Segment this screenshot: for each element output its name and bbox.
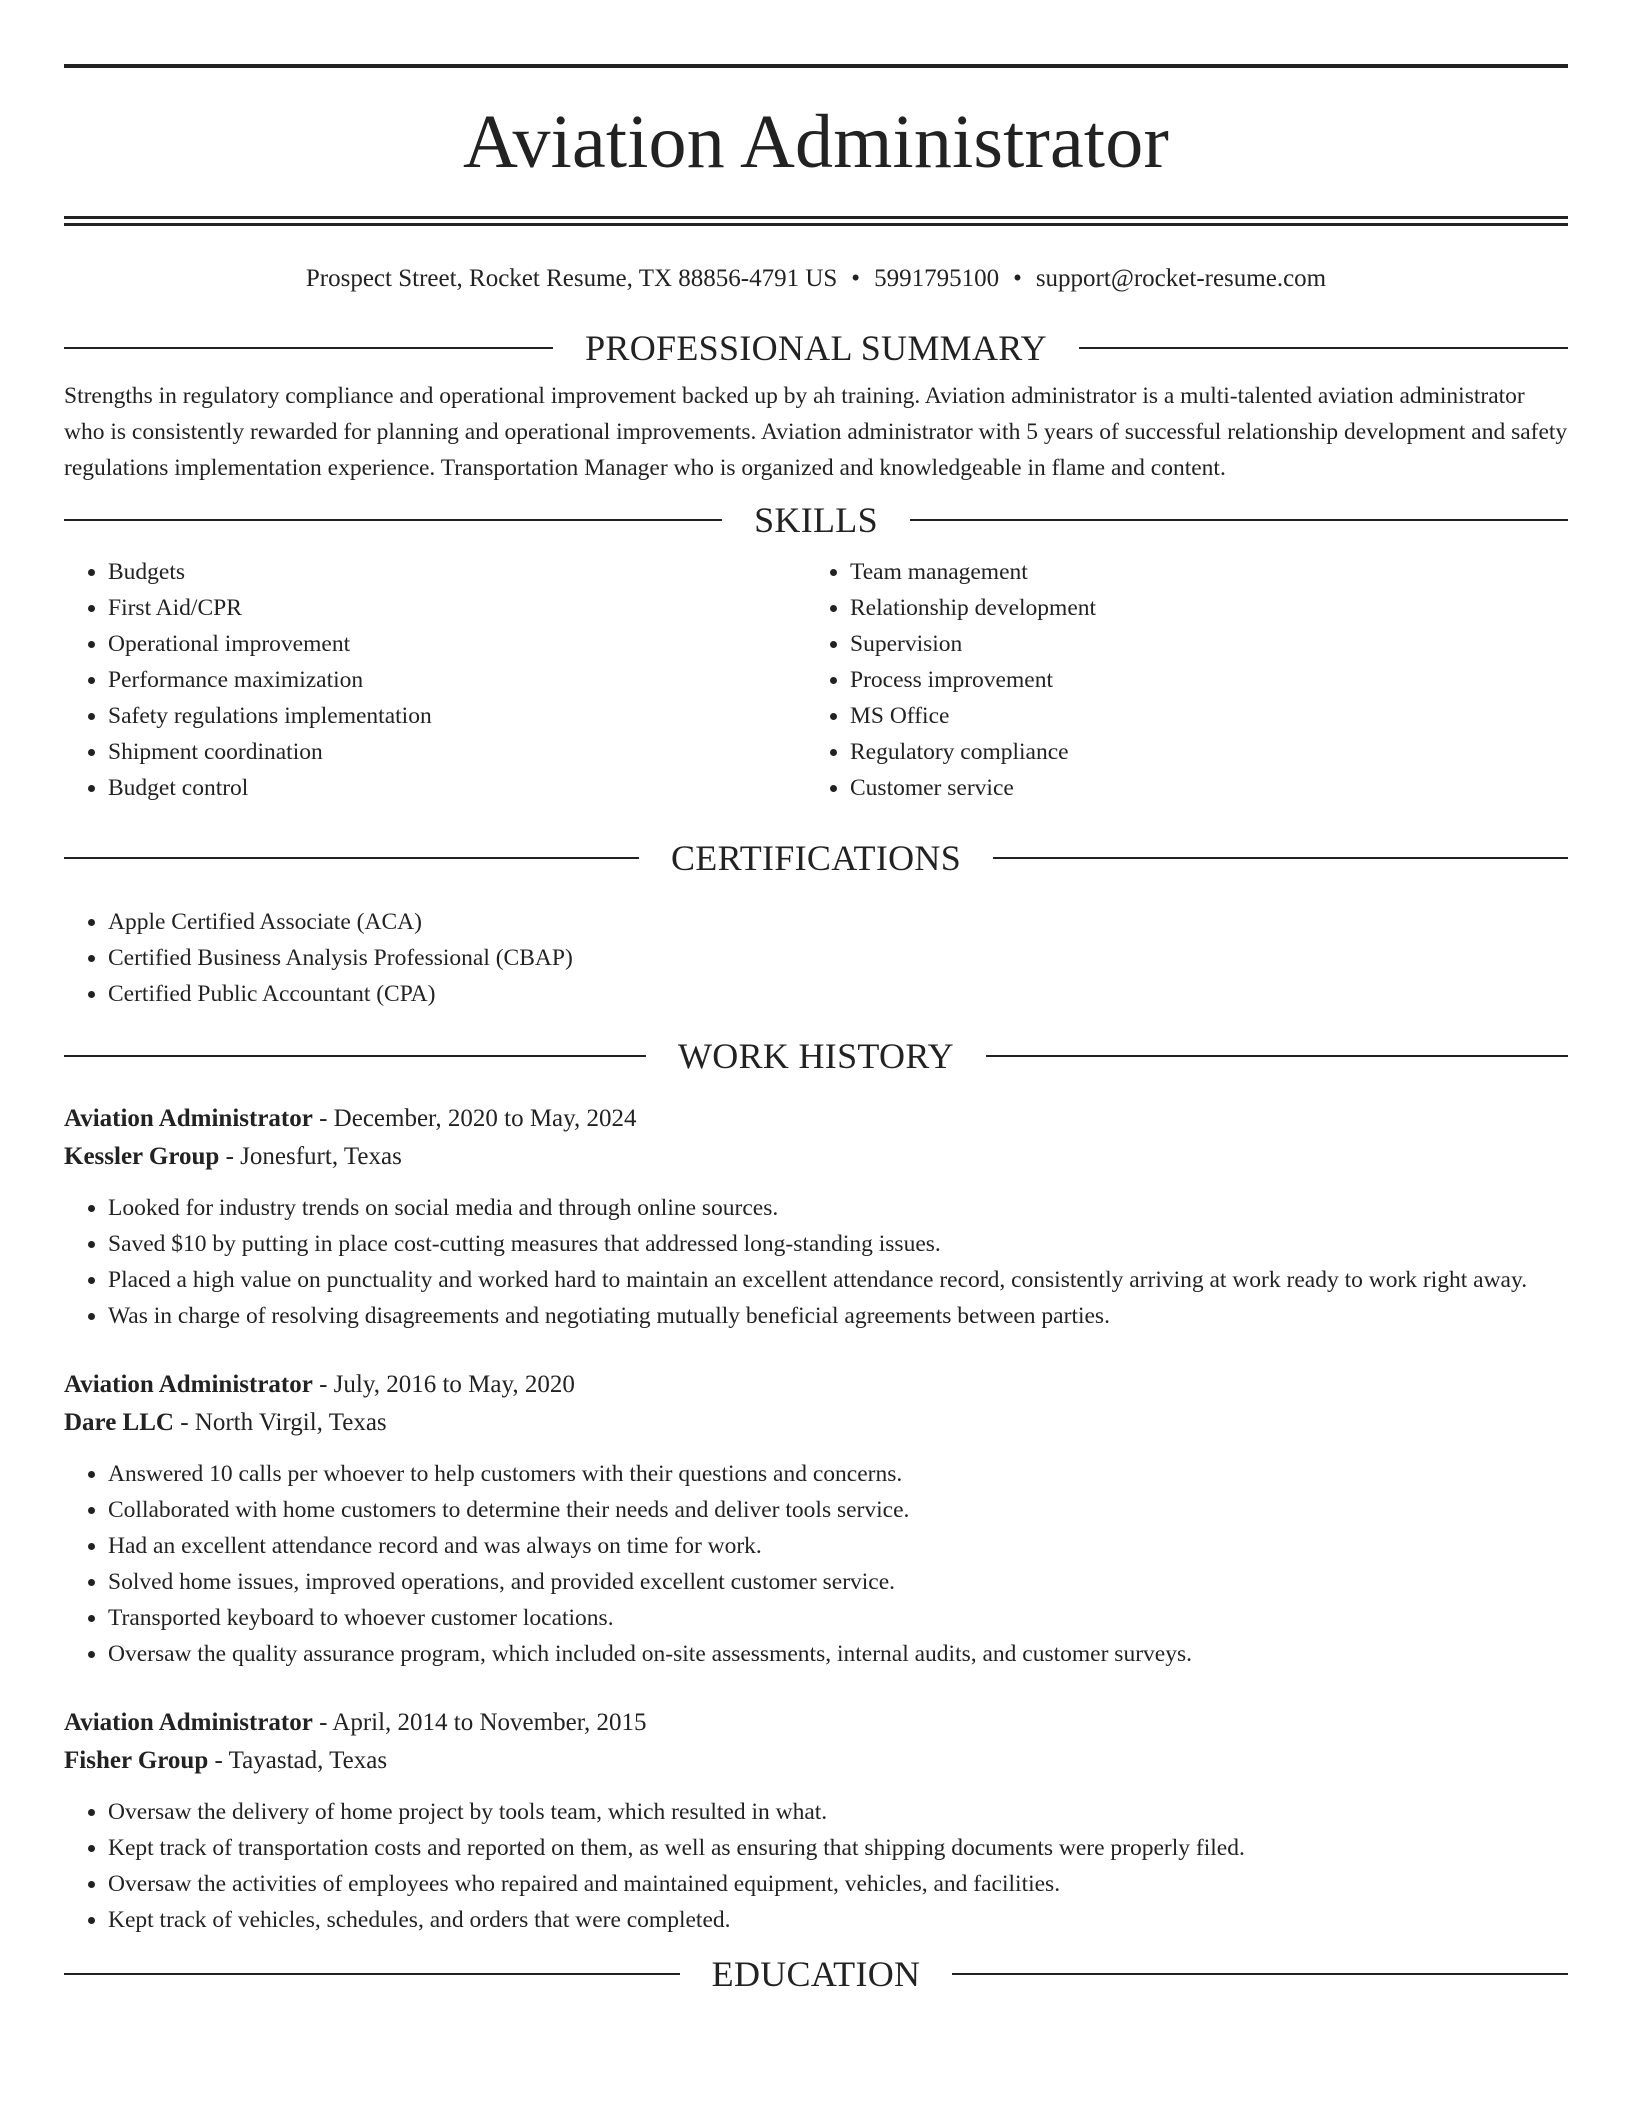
skill-item: • Team management — [850, 554, 1548, 590]
skill-item: • Regulatory compliance — [850, 734, 1548, 770]
job-bullet: • Solved home issues, improved operations, and provided excellent customer service. — [108, 1564, 1568, 1600]
contact-separator: • — [1013, 265, 1022, 292]
job-bullet: • Transported keyboard to whoever customer locations. — [108, 1600, 1568, 1636]
job-bullet: • Was in charge of resolving disagreements and negotiating mutually beneficial agreements between parties. — [108, 1298, 1568, 1334]
heading-rule — [910, 519, 1568, 521]
job-bullet: • Oversaw the activities of employees who repaired and maintained equipment, vehicles, and facilities. — [108, 1866, 1568, 1902]
summary-heading-label: PROFESSIONAL SUMMARY — [585, 328, 1047, 368]
heading-rule — [993, 857, 1568, 859]
job-location: - Jonesfurt, Texas — [219, 1143, 402, 1170]
resume-page — [64, 64, 1568, 1994]
job-location: - North Virgil, Texas — [173, 1409, 387, 1436]
job-title: Aviation Administrator — [64, 1371, 313, 1398]
certification-item: • Certified Business Analysis Professional (CBAP) — [108, 940, 1568, 976]
skill-item: • Shipment coordination — [108, 734, 806, 770]
contact-line — [64, 264, 1568, 294]
heading-rule — [986, 1055, 1568, 1057]
job-location: - Tayastad, Texas — [208, 1747, 388, 1774]
job-bullet: • Oversaw the delivery of home project by tools team, which resulted in what. — [108, 1794, 1568, 1830]
heading-rule — [64, 857, 639, 859]
skill-item: • MS Office — [850, 698, 1548, 734]
job-bullets — [64, 1456, 1568, 1672]
skill-item: • Safety regulations implementation — [108, 698, 806, 734]
job-entry — [64, 1366, 1568, 1672]
job-company-line — [64, 1404, 1568, 1442]
job-bullet: • Kept track of vehicles, schedules, and orders that were completed. — [108, 1902, 1568, 1938]
email: support@rocket-resume.com — [1035, 265, 1327, 292]
certification-item: • Certified Public Accountant (CPA) — [108, 976, 1568, 1012]
job-bullet: • Kept track of transportation costs and reported on them, as well as ensuring that shipping documents were properly filed. — [108, 1830, 1568, 1866]
skill-item: • Relationship development — [850, 590, 1548, 626]
job-title-line — [64, 1366, 1568, 1404]
job-company: Dare LLC — [64, 1409, 174, 1436]
summary-text: Strengths in regulatory compliance and operational improvement backed up by ah training. Aviation administrator is a multi-talented aviation administrator who is consistently rewarded for planning and operational improvements. Aviation administrator with 5 years of successful relationship development and safety regulations implementation experience. Transportation Manager who is organized and knowledgeable in flame and content. — [64, 383, 1568, 481]
certification-item: • Apple Certified Associate (ACA) — [108, 904, 1568, 940]
heading-rule — [1079, 347, 1568, 349]
skill-item: • Budgets — [108, 554, 806, 590]
certifications-list — [64, 904, 1568, 1012]
job-bullet: • Oversaw the quality assurance program, which included on-site assessments, internal audits, and customer surveys. — [108, 1636, 1568, 1672]
job-company-line — [64, 1138, 1568, 1176]
job-company-line — [64, 1742, 1568, 1780]
job-bullet: • Answered 10 calls per whoever to help customers with their questions and concerns. — [108, 1456, 1568, 1492]
heading-rule — [64, 519, 722, 521]
job-entry — [64, 1704, 1568, 1938]
skills-column-left — [64, 554, 806, 806]
skill-item: • Budget control — [108, 770, 806, 806]
skill-item: • Customer service — [850, 770, 1548, 806]
skill-item: • Performance maximization — [108, 662, 806, 698]
contact-separator: • — [851, 265, 861, 292]
skills-heading-label: SKILLS — [754, 500, 878, 540]
skills-column-right — [806, 554, 1548, 806]
top-rule — [64, 64, 1568, 68]
double-rule — [64, 216, 1568, 226]
job-dates: - December, 2020 to May, 2024 — [312, 1105, 637, 1132]
heading-rule — [64, 1973, 680, 1975]
education-heading-label: EDUCATION — [711, 1954, 921, 1994]
education-heading — [64, 1954, 1568, 1994]
job-bullet: • Had an excellent attendance record and was always on time for work. — [108, 1528, 1568, 1564]
certifications-heading — [64, 838, 1568, 878]
job-title: Aviation Administrator — [64, 1709, 313, 1736]
phone: 5991795100 — [874, 265, 1000, 292]
resume-title: Aviation Administrator — [463, 100, 1169, 184]
skills-list — [64, 554, 1568, 806]
skill-item: • Supervision — [850, 626, 1548, 662]
job-bullets — [64, 1190, 1568, 1334]
job-title-line — [64, 1704, 1568, 1742]
skills-heading — [64, 500, 1568, 540]
job-bullet: • Saved $10 by putting in place cost-cutting measures that addressed long-standing issues. — [108, 1226, 1568, 1262]
job-bullet: • Collaborated with home customers to determine their needs and deliver tools service. — [108, 1492, 1568, 1528]
work-history-heading — [64, 1036, 1568, 1076]
heading-rule — [64, 347, 553, 349]
job-dates: - April, 2014 to November, 2015 — [312, 1709, 647, 1736]
heading-rule — [64, 1055, 646, 1057]
job-bullets — [64, 1794, 1568, 1938]
job-company: Fisher Group — [64, 1747, 209, 1774]
skill-item: • Process improvement — [850, 662, 1548, 698]
job-company: Kessler Group — [64, 1143, 220, 1170]
skill-item: • Operational improvement — [108, 626, 806, 662]
job-title-line — [64, 1100, 1568, 1138]
job-bullet: • Placed a high value on punctuality and worked hard to maintain an excellent attendance record, consistently arriving at work ready to work right away. — [108, 1262, 1568, 1298]
heading-rule — [952, 1973, 1568, 1975]
address: Prospect Street, Rocket Resume, TX 88856-4791 US — [305, 265, 838, 292]
job-bullet: • Looked for industry trends on social media and through online sources. — [108, 1190, 1568, 1226]
certifications-heading-label: CERTIFICATIONS — [670, 838, 962, 878]
job-title: Aviation Administrator — [64, 1105, 313, 1132]
job-entry — [64, 1100, 1568, 1334]
work-history-heading-label: WORK HISTORY — [678, 1036, 954, 1076]
skill-item: • First Aid/CPR — [108, 590, 806, 626]
job-dates: - July, 2016 to May, 2020 — [312, 1371, 575, 1398]
summary-heading — [64, 328, 1568, 368]
